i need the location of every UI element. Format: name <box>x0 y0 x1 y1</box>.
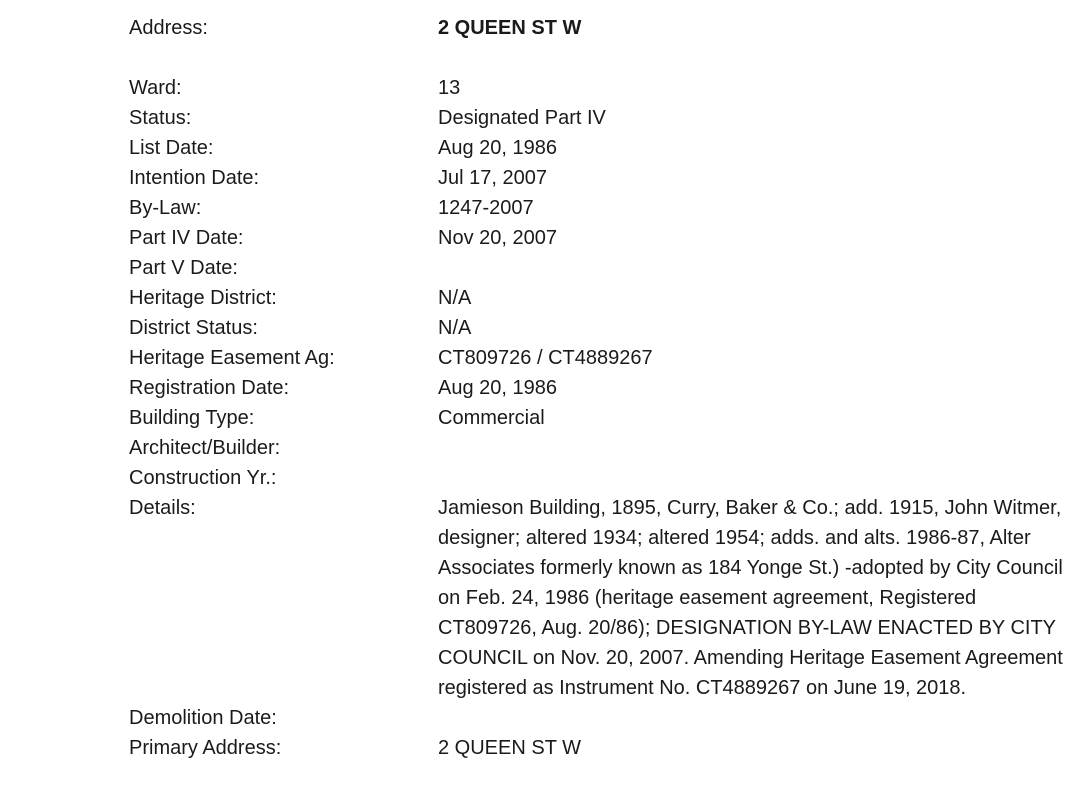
primary-address-row <box>129 733 1069 763</box>
address-label: Address: <box>129 17 208 39</box>
by-law-label: By-Law: <box>129 197 202 219</box>
by-law-value: 1247-2007 <box>438 197 534 219</box>
demolition-date-label: Demolition Date: <box>129 707 277 729</box>
district-status-label: District Status: <box>129 317 258 339</box>
construction-year-row <box>129 463 1069 493</box>
heritage-district-label: Heritage District: <box>129 287 277 309</box>
construction-year-label: Construction Yr.: <box>129 467 277 489</box>
by-law-row <box>129 193 1069 223</box>
ward-label: Ward: <box>129 77 182 99</box>
details-value: Jamieson Building, 1895, Curry, Baker & Co.; add. 1915, John Witmer, designer; altered 1934; altered 1954; adds. and alts. 1986-87, Alter Associates formerly known as 184 Yonge St.) -adopted by City Council on Feb. 24, 1986 (heritage easement agreement, Registered CT809726, Aug. 20/86); DESIGNATION BY-LAW ENACTED BY CITY COUNCIL on Nov. 20, 2007. Amending Heritage Easement Agreement registered as Instrument No. CT4889267 on June 19, 2018. <box>438 497 1063 699</box>
registration-date-label: Registration Date: <box>129 377 290 399</box>
intention-date-row <box>129 163 1069 193</box>
part-v-date-row <box>129 253 1069 283</box>
status-row <box>129 103 1069 133</box>
details-row <box>129 493 1069 703</box>
district-status-value: N/A <box>438 317 472 339</box>
heritage-record <box>129 13 1069 763</box>
architect-builder-row <box>129 433 1069 463</box>
address-value: 2 QUEEN ST W <box>438 17 582 39</box>
part-iv-date-label: Part IV Date: <box>129 227 244 249</box>
part-v-date-label: Part V Date: <box>129 257 238 279</box>
address-row <box>129 13 1069 43</box>
list-date-row <box>129 133 1069 163</box>
list-date-label: List Date: <box>129 137 214 159</box>
heritage-easement-row <box>129 343 1069 373</box>
intention-date-value: Jul 17, 2007 <box>438 167 547 189</box>
registration-date-row <box>129 373 1069 403</box>
spacer <box>129 43 1069 73</box>
building-type-row <box>129 403 1069 433</box>
building-type-value: Commercial <box>438 407 545 429</box>
building-type-label: Building Type: <box>129 407 255 429</box>
architect-builder-label: Architect/Builder: <box>129 437 281 459</box>
heritage-district-row <box>129 283 1069 313</box>
part-iv-date-row <box>129 223 1069 253</box>
demolition-date-row <box>129 703 1069 733</box>
ward-row <box>129 73 1069 103</box>
ward-value: 13 <box>438 77 461 99</box>
part-iv-date-value: Nov 20, 2007 <box>438 227 557 249</box>
heritage-easement-value: CT809726 / CT4889267 <box>438 347 653 369</box>
heritage-district-value: N/A <box>438 287 472 309</box>
intention-date-label: Intention Date: <box>129 167 260 189</box>
primary-address-label: Primary Address: <box>129 737 282 759</box>
heritage-easement-label: Heritage Easement Ag: <box>129 347 335 369</box>
district-status-row <box>129 313 1069 343</box>
status-value: Designated Part IV <box>438 107 606 129</box>
primary-address-value: 2 QUEEN ST W <box>438 737 581 759</box>
details-label: Details: <box>129 497 196 519</box>
list-date-value: Aug 20, 1986 <box>438 137 557 159</box>
registration-date-value: Aug 20, 1986 <box>438 377 557 399</box>
status-label: Status: <box>129 107 192 129</box>
